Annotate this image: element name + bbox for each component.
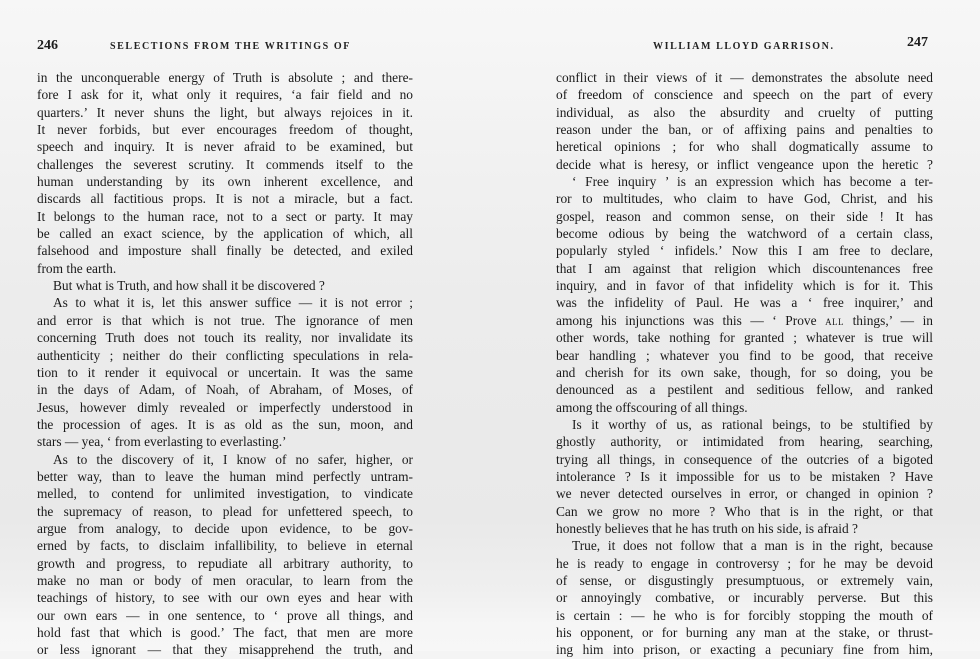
text-line: ror to multitudes, who claim to have God, Christ, and his	[556, 191, 933, 207]
text-line: concerning Truth does not touch its reality, nor invalidate its	[37, 330, 413, 346]
text-line: we never detected ourselves in error, or changed in opinion ?	[556, 486, 933, 502]
text-line: and cherish for its own sake, though, for so doing, you be	[556, 364, 933, 380]
text-line: the supremacy of reason, to plead for unfettered speech, to	[37, 503, 413, 519]
text-line: It never forbids, but ever encourages freedom of thought,	[37, 122, 413, 138]
text-line: discards all factitious props. It is not a miracle, but a fact.	[37, 191, 413, 207]
running-head: WILLIAM LLOYD GARRISON.	[653, 41, 835, 52]
text-line: reason under the ban, or of affixing pains and penalties to	[556, 122, 933, 138]
text-line: among his injunctions was this — ‘ Prove all things,’ — in	[556, 312, 933, 328]
text-line: But what is Truth, and how shall it be discovered ?	[53, 278, 325, 294]
text-line: better way, than to leave the human mind perfectly untram-	[37, 468, 413, 484]
text-line: falsehood and imposture shall finally be detected, and exiled	[37, 243, 413, 259]
text-line: argue from analogy, to decide upon evidence, to be gov-	[37, 520, 413, 536]
text-line: our own ears — in one sentence, to ‘ prove all things, and	[37, 607, 413, 623]
text-line: his opponent, or for burning any man at the stake, or thrust-	[556, 625, 933, 640]
page-body-text	[556, 69, 933, 659]
text-line: is certain : — he who is for forcibly stopping the mouth of	[556, 607, 933, 623]
text-line: or less ignorant — that they misapprehend the truth, and	[37, 642, 413, 658]
text-line: True, it does not follow that a man is in the right, because	[572, 538, 933, 554]
text-line: make no man or body of men oracular, to learn from the	[37, 572, 413, 588]
text-line: intolerance ? Is it impossible for us to be mistaken ? Have	[556, 468, 933, 484]
text-line: gospel, reason and common sense, on their side ! It has	[556, 208, 933, 224]
text-line: quarters.’ It never shuns the light, but always rejoices in it.	[37, 104, 413, 120]
text-line: hold fast that which is good.’ The fact, that men are more	[37, 625, 413, 640]
text-line: that I am against that religion which discountenances free	[556, 260, 933, 276]
text-line: conflict in their views of it — demonstrates the absolute need	[556, 70, 933, 85]
text-line: Can we grow no more ? Who that is in the right, or that	[556, 503, 933, 519]
text-line: denounced as a pestilent and seditious fellow, and ranked	[556, 382, 933, 398]
text-line: erned by facts, to disclaim infallibility, to believe in eternal	[37, 538, 413, 554]
text-line: ‘ Free inquiry ’ is an expression which has become a ter-	[572, 174, 933, 190]
text-line: was the infidelity of Paul. He was a ‘ free inquirer,’ and	[556, 295, 933, 311]
text-line: challenges the severest scrutiny. It commends itself to the	[37, 156, 413, 172]
text-line: As to what it is, let this answer suffice — it is not error ;	[53, 295, 413, 311]
text-line: in the days of Adam, of Noah, of Abraham, of Moses, of	[37, 382, 413, 398]
text-line: of freedom of conscience and speech on the part of every	[556, 87, 933, 103]
text-line: popularly styled ‘ infidels.’ Now this I am free to declare,	[556, 243, 933, 259]
text-line: in the unconquerable energy of Truth is absolute ; and there-	[37, 70, 413, 85]
text-line: speech and inquiry. It is never afraid to be examined, but	[37, 139, 413, 155]
page-number: 246	[37, 38, 58, 53]
text-line: of sense, or disgustingly presumptuous, or extremely vain,	[556, 572, 933, 588]
text-line: the procession of ages. It is as old as the sun, moon, and	[37, 416, 413, 432]
text-line: ing him into prison, or exacting a pecuniary fine from him,	[556, 642, 933, 658]
text-line: tion to it render it equivocal or uncertain. It was the same	[37, 364, 413, 380]
text-line: other words, take nothing for granted ; whatever is true will	[556, 330, 933, 346]
text-line: melled, to contend for unlimited investigation, to vindicate	[37, 486, 413, 502]
text-line: ghostly authority, or intimidated from hearing, searching,	[556, 434, 933, 450]
running-head: SELECTIONS FROM THE WRITINGS OF	[110, 41, 351, 52]
text-line: fore I ask for it, what only it requires, ‘a fair field and no	[37, 87, 413, 103]
text-line: from the earth.	[37, 260, 117, 276]
text-line: trying all things, in consequence of the outcries of a bigoted	[556, 451, 933, 467]
text-line: among the offscouring of all things.	[556, 399, 748, 415]
text-line: be called an exact science, by the application of which, all	[37, 226, 413, 242]
text-line: or annoyingly combative, or incurably perverse. But this	[556, 590, 933, 606]
text-line: become odious by being the watchword of a certain class,	[556, 226, 933, 242]
text-line: teachings of history, to see with our own eyes and hear with	[37, 590, 413, 606]
text-line: Is it worthy of us, as rational beings, to be stultified by	[572, 416, 933, 432]
text-line: inquiry, and in favor of that infidelity which is for it. This	[556, 278, 933, 294]
text-line: human understanding by its own inherent excellence, and	[37, 174, 413, 190]
text-line: and error is that which is not true. The ignorance of men	[37, 312, 413, 328]
text-line: bear handling ; whatever you find to be good, that receive	[556, 347, 933, 363]
page-number: 247	[907, 35, 928, 50]
text-line: It belongs to the human race, not to a sect or party. It may	[37, 208, 413, 224]
text-line: decide what is heresy, or inflict vengeance upon the heretic ?	[556, 156, 933, 172]
text-line: he is ready to engage in controversy ; for he may be devoid	[556, 555, 933, 571]
text-line: stars — yea, ‘ from everlasting to everlasting.’	[37, 434, 287, 450]
text-line: heretical opinions ; for who shall dogmatically assume to	[556, 139, 933, 155]
right-page	[510, 0, 980, 658]
text-line: Jesus, however dimly revealed or imperfectly understood in	[37, 399, 413, 415]
text-line: honestly believes that he has truth on his side, is afraid ?	[556, 520, 858, 536]
text-line: individual, as also the absurdity and cruelty of putting	[556, 104, 933, 120]
text-line: authenticity ; neither do their conflicting speculations in rela-	[37, 347, 413, 363]
page-body-text	[37, 69, 413, 659]
text-line: growth and progress, to repudiate all arbitrary authority, to	[37, 555, 413, 571]
left-page	[0, 0, 470, 658]
text-line: As to the discovery of it, I know of no safer, higher, or	[53, 451, 413, 467]
